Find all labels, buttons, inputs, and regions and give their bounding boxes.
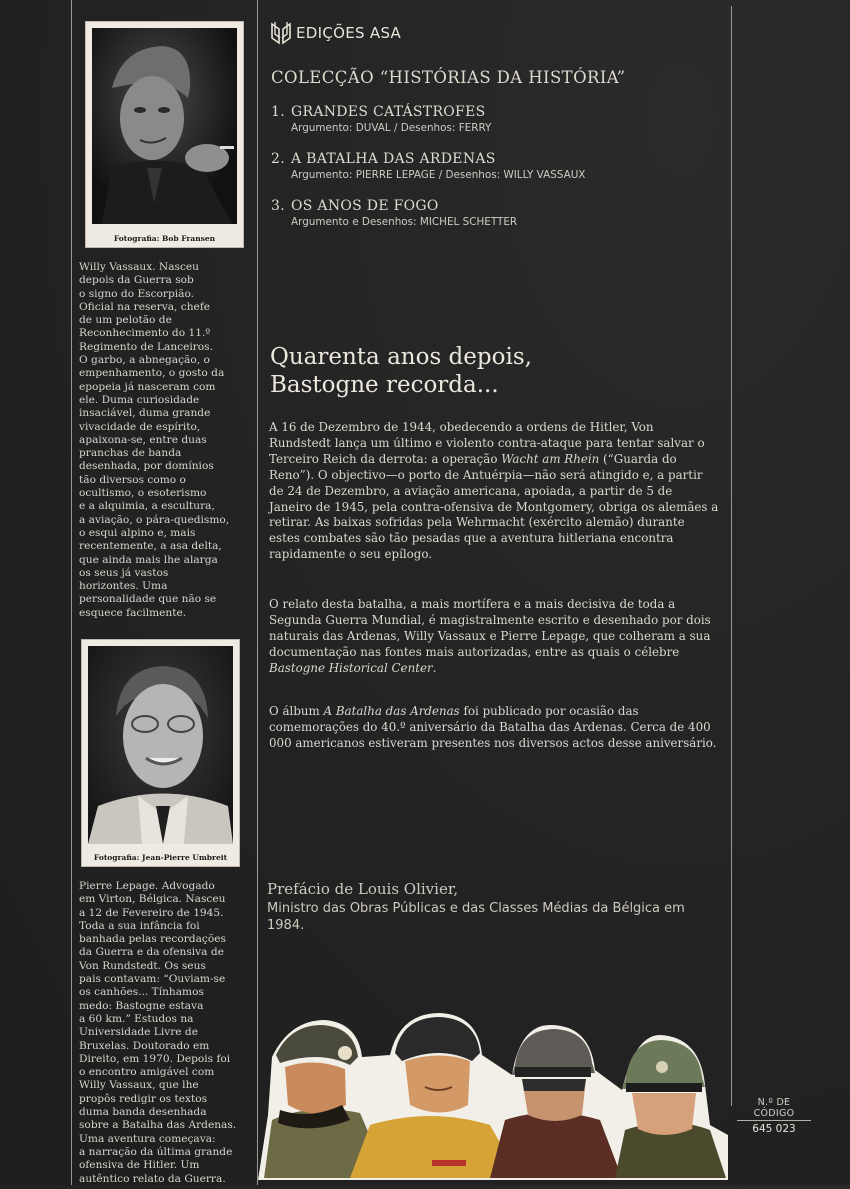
collection-item <box>271 151 585 181</box>
officers-illustration <box>250 995 730 1185</box>
headline <box>270 343 532 399</box>
product-code-label: N.º DE CÓDIGO <box>737 1097 811 1121</box>
item-number: 1. <box>271 104 285 120</box>
author-bio-pierre-lepage: Pierre Lepage. Advogado em Virton, Bélgica. Nasceu a 12 de Fevereiro de 1945. Toda a sua infância foi banhada pelas recordações da Guerra e da ofensiva de Von Rundstedt. Os seus pais contavam: “Ouviam-se os canhões... Tínhamos medo: Bastogne estava a 60 km.” Estudos na Universidade Livre de Bruxelas. Doutorado em Direito, em 1970. Depois foi o encontro amigável com Willy Vassaux, que lhe propôs redigir os textos duma banda desenhada sobre a Batalha das Ardenas. Uma aventura começava: a narração da última grande ofensiva de Hitler. Um autêntico relato da Guerra. <box>79 880 237 1185</box>
text: A 16 de Dezembro de 1944, obedecendo a ordens de Hitler, Von Rundstedt lança um último e violento contra-ataque para tentar salvar o Terceiro Reich da derrota: a operação <box>269 420 705 466</box>
italic-text: Bastogne Historical Center <box>269 660 433 675</box>
left-border-line <box>71 0 72 1185</box>
item-credits: Argumento e Desenhos: MICHEL SCHETTER <box>291 216 518 228</box>
item-title: GRANDES CATÁSTROFES <box>291 104 486 120</box>
publisher-name: EDIÇÕES ASA <box>296 24 402 42</box>
item-number: 2. <box>271 151 285 167</box>
body-paragraph <box>269 704 719 752</box>
portrait-image <box>92 28 237 224</box>
photo-caption: Fotografia: Jean-Pierre Umbreit <box>93 853 228 862</box>
item-title: OS ANOS DE FOGO <box>291 198 439 214</box>
collection-item <box>271 104 491 134</box>
text: O relato desta batalha, a mais mortífera e a mais decisiva de toda a Segunda Guerra Mundial, é magistralmente escrito e desenhado por dois naturais das Ardenas, Willy Vassaux e Pierre Lepage, que colheram a sua documentação nas fontes mais autorizadas, entre as quais o célebre <box>269 597 711 659</box>
item-title: A BATALHA DAS ARDENAS <box>291 151 496 167</box>
italic-text: Wacht am Rhein <box>501 451 600 466</box>
preface-credit <box>267 880 722 934</box>
headline-line-2: Bastogne recorda... <box>270 372 499 398</box>
author-bio-willy-vassaux: Willy Vassaux. Nasceu depois da Guerra sob o signo do Escorpião. Oficial na reserva, chefe de um pelotão de Reconhecimento do 11.º Regimento de Lanceiros. O garbo, a abnegação, o empenhamento, o gosto da epopeia já nasceram com ele. Duma curiosidade insaciável, duma grande vivacidade de espírito, apaixona-se, entre duas pranchas de banda desenhada, por domínios tão diversos como o ocultismo, o esoterismo e a alquimia, a escultura, a aviação, o pára-quedismo, o esqui alpino e, mais recentemente, a asa delta, que ainda mais lhe alarga os seus já vastos horizontes. Uma personalidade que não se esquece facilmente. <box>79 261 230 619</box>
item-credits: Argumento: PIERRE LEPAGE / Desenhos: WILLY VASSAUX <box>291 169 586 181</box>
author-photo-willy-vassaux <box>85 21 244 248</box>
product-code-value: 645 023 <box>752 1123 796 1135</box>
text: foi publicado por ocasião das comemorações do 40.º aniversário da Batalha das Ardenas. Cerca de 400 000 americanos estiveram presentes nos diversos actos desse aniversário. <box>269 704 717 750</box>
author-photo-pierre-lepage <box>81 639 240 867</box>
preface-author: Prefácio de Louis Olivier, <box>267 880 459 898</box>
body-paragraph <box>269 420 719 563</box>
product-code <box>737 1097 811 1135</box>
collection-item <box>271 198 517 228</box>
portrait-image <box>88 646 233 844</box>
text: . <box>432 660 437 675</box>
preface-author-role: Ministro das Obras Públicas e das Classes Médias da Bélgica em 1984. <box>267 901 685 933</box>
item-credits: Argumento: DUVAL / Desenhos: FERRY <box>291 122 492 134</box>
text: O álbum <box>269 704 324 718</box>
photo-caption: Fotografia: Bob Fransen <box>113 234 216 243</box>
right-border-line <box>731 6 732 1106</box>
text: (“Guarda do Reno”). O objectivo—o porto de Antuérpia—não será atingido e, a partir de 24 de Dezembro, a aviação americana, apoiada, a partir de 5 de Janeiro de 1945, pela contra-ofensiva de Montgomery, obriga os alemães a retirar. As baixas sofridas pela Wehrmacht (exército alemão) durante estes combates são tão pesadas que a aventura hitleriana encontra rapidamente o seu epílogo. <box>269 451 719 562</box>
publisher-logo <box>270 20 401 46</box>
italic-text: A Batalha das Ardenas <box>323 704 460 718</box>
body-paragraph <box>269 597 719 677</box>
headline-line-1: Quarenta anos depois, <box>270 344 532 370</box>
item-number: 3. <box>271 198 285 214</box>
open-book-icon <box>270 20 292 46</box>
collection-title: COLECÇÃO “HISTÓRIAS DA HISTÓRIA” <box>271 68 626 87</box>
